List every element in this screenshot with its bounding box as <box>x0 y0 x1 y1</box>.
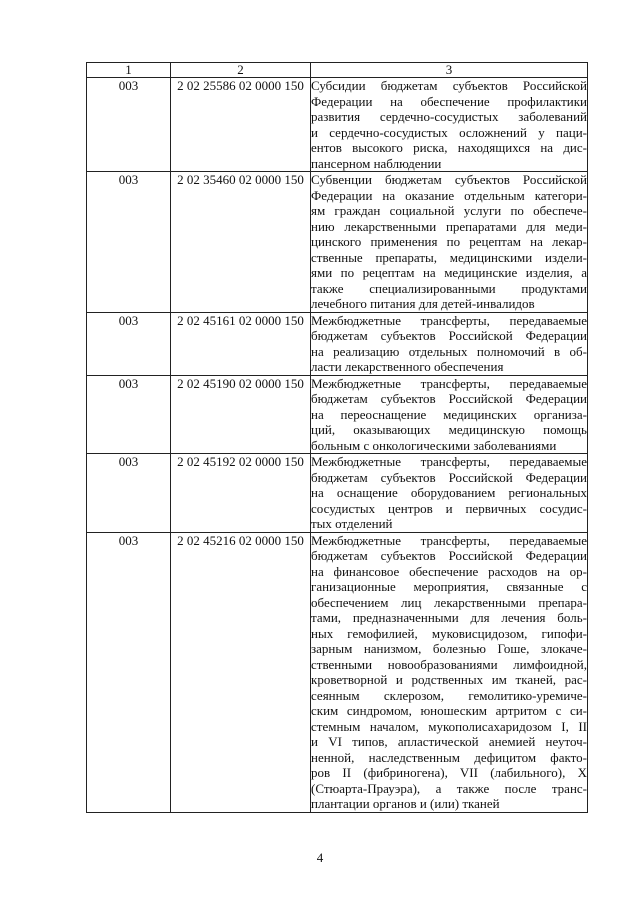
description-line: Субсидии бюджетам субъектов Российской <box>311 78 587 93</box>
table-row <box>87 532 588 812</box>
description-line: сеянным склерозом, гемолитико-уремиче- <box>311 687 587 703</box>
description-line: ций, оказывающих медицинскую помощь <box>311 422 587 437</box>
description-line: ским синдромом, юношеским артритом с си- <box>311 703 587 718</box>
description-line: Межбюджетные трансферты, передаваемые <box>311 454 587 469</box>
description-line: зарным нанизмом, болезнью Гоше, злокаче- <box>311 641 587 656</box>
description-line: на финансовое обеспечение расходов на ор- <box>311 563 587 579</box>
description-line: тых отделений <box>311 516 393 531</box>
description-line: бюджетам субъектов Российской Федерации <box>311 548 587 563</box>
description-line: сосудистых центров и первичных сосудис- <box>311 500 587 516</box>
description-line: и сердечно-сосудистых осложнений у паци- <box>311 124 587 140</box>
table-row <box>87 312 588 375</box>
description-line: ям граждан социальной услуги по обеспече- <box>311 203 587 218</box>
budget-codes-table <box>86 62 588 813</box>
description-line: также специализированными продуктами <box>311 280 587 296</box>
admin-code-cell: 003 <box>87 375 171 454</box>
description-line: Федерации на оказание отдельным категори- <box>311 187 587 203</box>
header-cell-3: 3 <box>311 63 588 78</box>
table-row <box>87 454 588 533</box>
description-line: ями по рецептам на медицинские изделия, а <box>311 265 587 280</box>
budget-code-cell: 2 02 25586 02 0000 150 <box>171 78 311 172</box>
description-line: бюджетам субъектов Российской Федерации <box>311 469 587 485</box>
description-line: бюджетам субъектов Российской Федерации <box>311 391 587 406</box>
budget-code-cell: 2 02 45192 02 0000 150 <box>171 454 311 533</box>
budget-code-cell: 2 02 45161 02 0000 150 <box>171 312 311 375</box>
description-line: ганизационные мероприятия, связанные с <box>311 579 587 594</box>
budget-code-cell: 2 02 45190 02 0000 150 <box>171 375 311 454</box>
description-line: нию лекарственными препаратами для меди- <box>311 218 587 234</box>
description-line: плантации органов и (или) тканей <box>311 796 500 811</box>
description-line: тами, предназначенными для лечения боль- <box>311 610 587 625</box>
description-line: Субвенции бюджетам субъектов Российской <box>311 172 587 187</box>
description-line: ров II (фибриногена), VII (лабильного), X <box>311 765 587 780</box>
header-cell-2: 2 <box>171 63 311 78</box>
description-line: Федерации на обеспечение профилактики <box>311 93 587 109</box>
description-line: Межбюджетные трансферты, передаваемые <box>311 532 587 548</box>
description-cell <box>311 532 588 812</box>
description-cell <box>311 78 588 172</box>
description-cell <box>311 312 588 375</box>
description-line: ненной, наследственным дефицитом факто- <box>311 749 587 765</box>
description-line: обеспечением лиц лекарственными препара- <box>311 594 587 610</box>
description-line: ласти лекарственного обеспечения <box>311 359 504 374</box>
description-cell <box>311 172 588 313</box>
admin-code-cell: 003 <box>87 532 171 812</box>
page-number: 4 <box>316 850 324 865</box>
description-line: ных гемофилией, муковисцидозом, гипофи- <box>311 625 587 641</box>
budget-code-cell: 2 02 35460 02 0000 150 <box>171 172 311 313</box>
description-line: на переоснащение медицинских организа- <box>311 406 587 422</box>
description-cell <box>311 454 588 533</box>
table-row <box>87 172 588 313</box>
description-cell <box>311 375 588 454</box>
description-line: больным с онкологическими заболеваниями <box>311 437 557 453</box>
header-cell-1: 1 <box>87 63 171 78</box>
admin-code-cell: 003 <box>87 454 171 533</box>
description-line: на оснащение оборудованием региональных <box>311 485 587 500</box>
description-line: Межбюджетные трансферты, передаваемые <box>311 312 587 328</box>
admin-code-cell: 003 <box>87 312 171 375</box>
admin-code-cell: 003 <box>87 172 171 313</box>
description-line: ентов высокого риска, находящихся на дис- <box>311 140 587 155</box>
table-row <box>87 375 588 454</box>
description-line: ственными новообразованиями лимфоидной, <box>311 656 587 672</box>
description-line: лечебного питания для детей-инвалидов <box>311 296 535 311</box>
description-line: ственные препараты, медицинскими издели- <box>311 249 587 265</box>
header-row <box>87 63 588 78</box>
description-line: Межбюджетные трансферты, передаваемые <box>311 375 587 391</box>
description-line: на реализацию отдельных полномочий в об- <box>311 343 587 359</box>
budget-code-cell: 2 02 45216 02 0000 150 <box>171 532 311 812</box>
description-line: и VI типов, апластической анемией неуточ- <box>311 734 587 749</box>
table-row <box>87 78 588 172</box>
description-line: бюджетам субъектов Российской Федерации <box>311 328 587 343</box>
admin-code-cell: 003 <box>87 78 171 172</box>
description-line: развития сердечно-сосудистых заболеваний <box>311 109 587 124</box>
description-line: цинского применения по рецептам на лекар- <box>311 234 587 249</box>
description-line: пансерном наблюдении <box>311 155 442 171</box>
description-line: (Стюарта-Прауэра), а также после транс- <box>311 780 587 796</box>
description-line: стемным началом, мукополисахаридозом I, II <box>311 718 587 734</box>
description-line: кроветворной и родственных им тканей, рас- <box>311 672 587 687</box>
